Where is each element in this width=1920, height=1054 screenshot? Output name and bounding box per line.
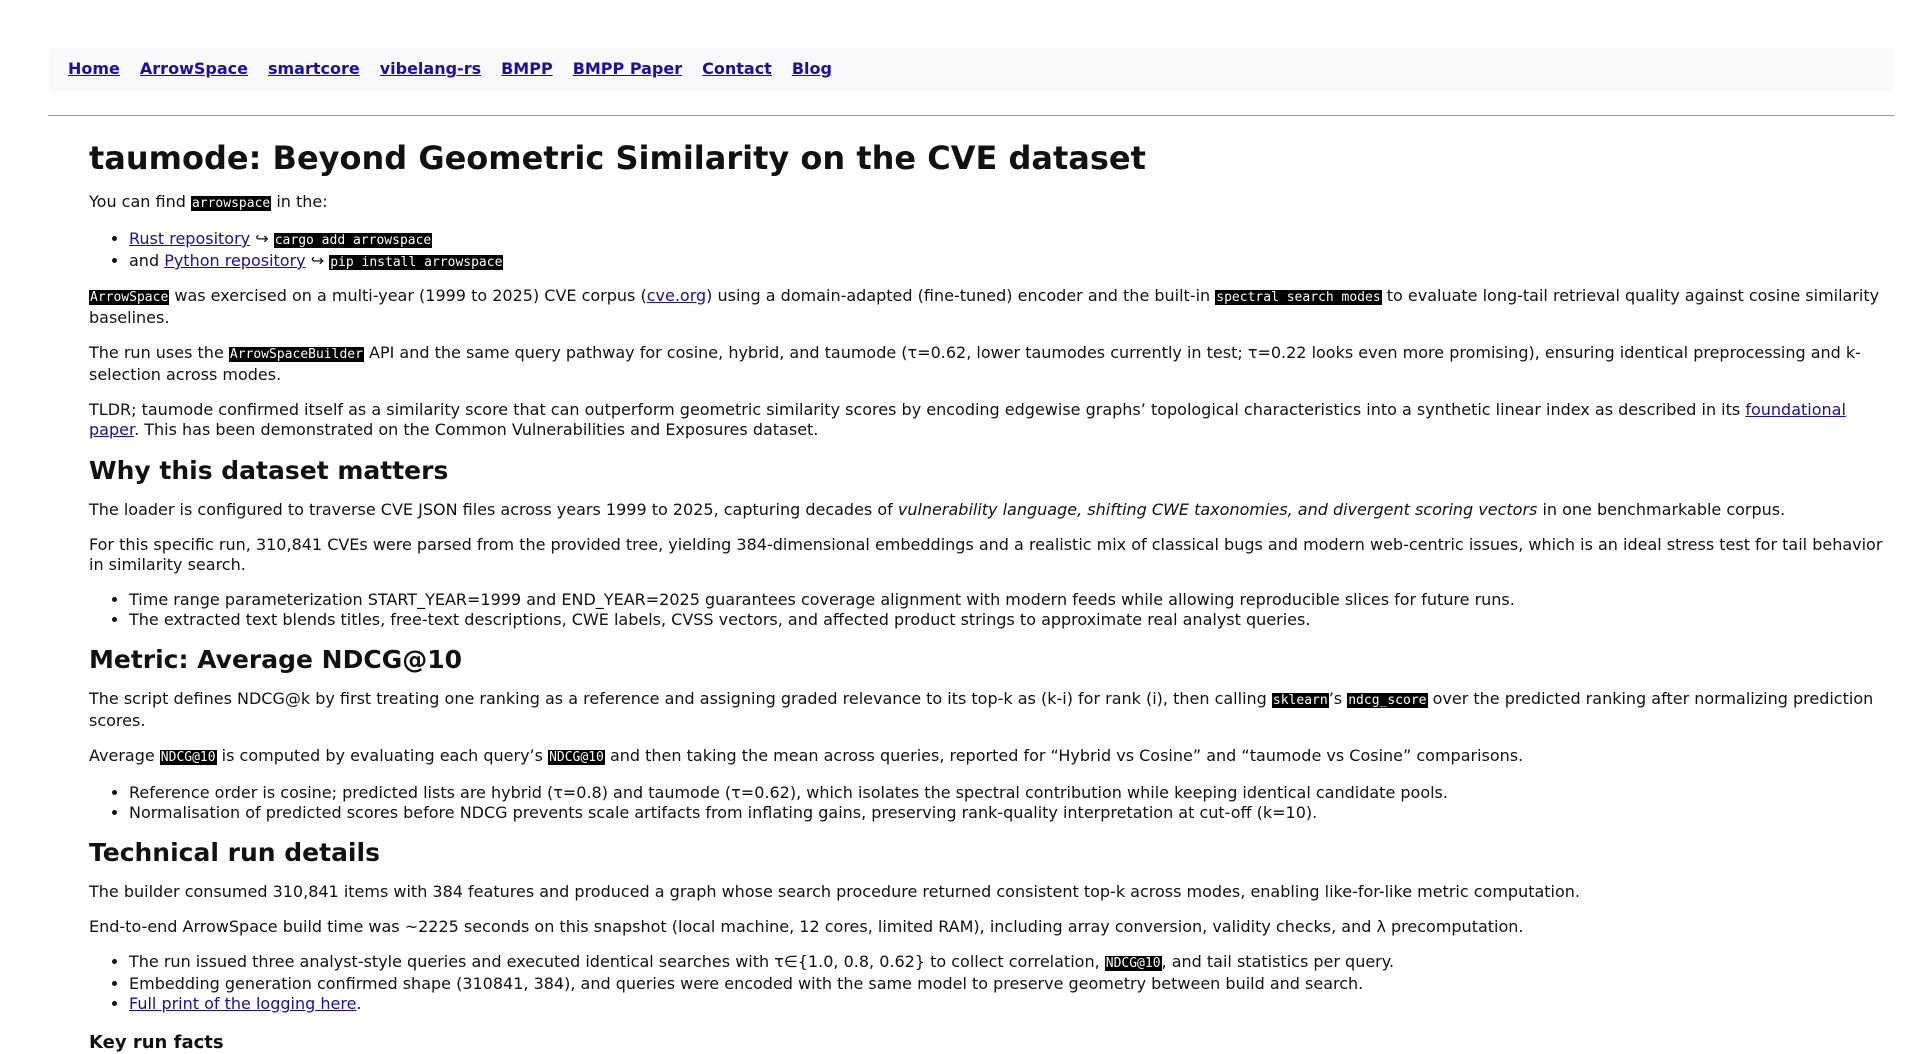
paragraph-text: TLDR; taumode confirmed itself as a similarity score that can outperform geometric similarity scores by encoding edgewise graphs’ topological characteristics into a synthetic linear index as described in its	[89, 400, 1746, 419]
list-item	[129, 952, 1889, 974]
metric-paragraph	[89, 746, 1889, 768]
intro-paragraph	[89, 192, 1889, 214]
list-item	[129, 251, 1889, 273]
paragraph-text: The run uses the	[89, 343, 229, 362]
top-navigation	[50, 48, 1892, 90]
paragraph-text: .	[356, 994, 362, 1013]
technical-bullet-list	[89, 952, 1889, 1014]
dataset-paragraph	[89, 500, 1889, 520]
subsection-heading-key-run-facts: Key run facts	[89, 1032, 224, 1053]
inline-code: ArrowSpaceBuilder	[229, 347, 363, 362]
inline-code: spectral search modes	[1216, 290, 1381, 305]
header-divider	[48, 115, 1894, 116]
nav-bar	[50, 48, 1892, 90]
paragraph-text: to evaluate long-tail retrieval quality against cosine similarity baselines.	[89, 286, 1880, 327]
install-command: pip install arrowspace	[330, 255, 503, 270]
logging-link[interactable]: Full print of the logging here	[129, 994, 357, 1013]
nav-link-home[interactable]: Home	[68, 59, 120, 78]
inline-code: NDCG@10	[549, 750, 604, 765]
repo-prefix: and	[129, 251, 165, 270]
paragraph-text: was exercised on a multi-year (1999 to 2025) CVE corpus (	[169, 286, 647, 305]
paragraph-text: API and the same query pathway for cosine, hybrid, and taumode (τ=0.62, lower taumodes currently in test; τ=0.22 looks even more promising), ensuring identical preprocessing and k-selection across modes.	[89, 343, 1861, 384]
paragraph-text: in one benchmarkable corpus.	[1537, 500, 1786, 519]
python-repository-link[interactable]: Python repository	[164, 251, 306, 270]
emphasis-text: vulnerability language, shifting CWE taxonomies, and divergent scoring vectors	[897, 500, 1538, 519]
nav-link-arrowspace[interactable]: ArrowSpace	[139, 59, 248, 78]
inline-code: sklearn	[1272, 693, 1328, 708]
metric-bullet-list	[89, 783, 1889, 823]
section-heading-dataset: Why this dataset matters	[89, 456, 449, 485]
paragraph-text: Average	[89, 746, 160, 765]
paragraph-text: over the predicted ranking after normalizing prediction scores.	[89, 689, 1874, 730]
paragraph-text: and then taking the mean across queries, reported for “Hybrid vs Cosine” and “taumode vs Cosine” comparisons.	[604, 746, 1524, 765]
nav-link-smartcore[interactable]: smartcore	[267, 59, 360, 78]
install-command: cargo add arrowspace	[274, 233, 432, 248]
paragraph-text: is computed by evaluating each query’s	[216, 746, 549, 765]
article-content	[89, 138, 1889, 1054]
paragraph-text: The loader is configured to traverse CVE JSON files across years 1999 to 2025, capturing decades of	[89, 500, 898, 519]
list-item: • Time range parameterization START_YEAR=1999 and END_YEAR=2025 guarantees coverage alignment with modern feeds while allowing reproducible slices for future runs.	[129, 590, 1889, 610]
paragraph-text: , and tail statistics per query.	[1161, 952, 1395, 971]
nav-link-blog[interactable]: Blog	[791, 59, 832, 78]
cve-org-link[interactable]: cve.org	[646, 286, 707, 305]
arrow-glyph: ↪	[250, 229, 274, 248]
page-title: taumode: Beyond Geometric Similarity on the CVE dataset	[89, 139, 1146, 177]
dataset-bullet-list	[89, 590, 1889, 630]
nav-link-vibelang-rs[interactable]: vibelang-rs	[379, 59, 482, 78]
metric-paragraph	[89, 689, 1889, 731]
intro-text: in the:	[271, 192, 328, 211]
list-item: • Embedding generation confirmed shape (310841, 384), and queries were encoded with the same model to preserve geometry between build and search.	[129, 974, 1889, 994]
foundational-paper-link[interactable]: foundational paper	[89, 400, 1846, 439]
dataset-paragraph: For this specific run, 310,841 CVEs were parsed from the provided tree, yielding 384-dimensional embeddings and a realistic mix of classical bugs and modern web-centric issues, which is an ideal stress test for tail behavior in similarity search.	[89, 535, 1883, 574]
nav-link-contact[interactable]: Contact	[702, 59, 772, 78]
intro-text: You can find	[89, 192, 191, 211]
list-item: • Reference order is cosine; predicted lists are hybrid (τ=0.8) and taumode (τ=0.62), which isolates the spectral contribution while keeping identical candidate pools.	[129, 783, 1889, 803]
list-item	[129, 994, 1889, 1014]
repository-list	[89, 229, 1889, 273]
list-item	[129, 229, 1889, 251]
paragraph-text: . This has been demonstrated on the Common Vulnerabilities and Exposures dataset.	[134, 420, 819, 439]
inline-code: NDCG@10	[160, 750, 216, 765]
list-item: • The extracted text blends titles, free-text descriptions, CWE labels, CVSS vectors, and affected product strings to approximate real analyst queries.	[129, 610, 1889, 630]
builder-paragraph	[89, 343, 1889, 385]
section-heading-metric: Metric: Average NDCG@10	[89, 645, 462, 674]
rust-repository-link[interactable]: Rust repository	[129, 229, 251, 248]
inline-code: NDCG@10	[1105, 956, 1161, 971]
technical-paragraph: The builder consumed 310,841 items with 384 features and produced a graph whose search procedure returned consistent top-k across modes, enabling like-for-like metric computation.	[89, 882, 1581, 901]
inline-code: ArrowSpace	[90, 290, 169, 305]
nav-link-bmpp-paper[interactable]: BMPP Paper	[572, 59, 683, 78]
nav-link-bmpp[interactable]: BMPP	[501, 59, 553, 78]
inline-code: arrowspace	[191, 196, 271, 211]
section-heading-technical: Technical run details	[89, 838, 380, 867]
paragraph-text: The script defines NDCG@k by first treating one ranking as a reference and assigning graded relevance to its top-k as (k-i) for rank (i), then calling	[89, 689, 1272, 708]
arrow-glyph: ↪	[305, 251, 330, 270]
list-item: • Normalisation of predicted scores before NDCG prevents scale artifacts from inflating gains, preserving rank-quality interpretation at cut-off (k=10).	[129, 803, 1889, 823]
paragraph-text: ) using a domain-adapted (fine-tuned) encoder and the built-in	[706, 286, 1216, 305]
paragraph-text: The run issued three analyst-style queries and executed identical searches with τ∈{1.0, 0.8, 0.62} to collect correlation,	[129, 952, 1105, 971]
inline-code: ndcg_score	[1348, 693, 1427, 708]
corpus-paragraph	[89, 286, 1889, 328]
paragraph-text: ’s	[1328, 689, 1348, 708]
technical-paragraph: End-to-end ArrowSpace build time was ~2225 seconds on this snapshot (local machine, 12 cores, limited RAM), including array conversion, validity checks, and λ precomputation.	[89, 917, 1524, 936]
tldr-paragraph	[89, 400, 1889, 440]
